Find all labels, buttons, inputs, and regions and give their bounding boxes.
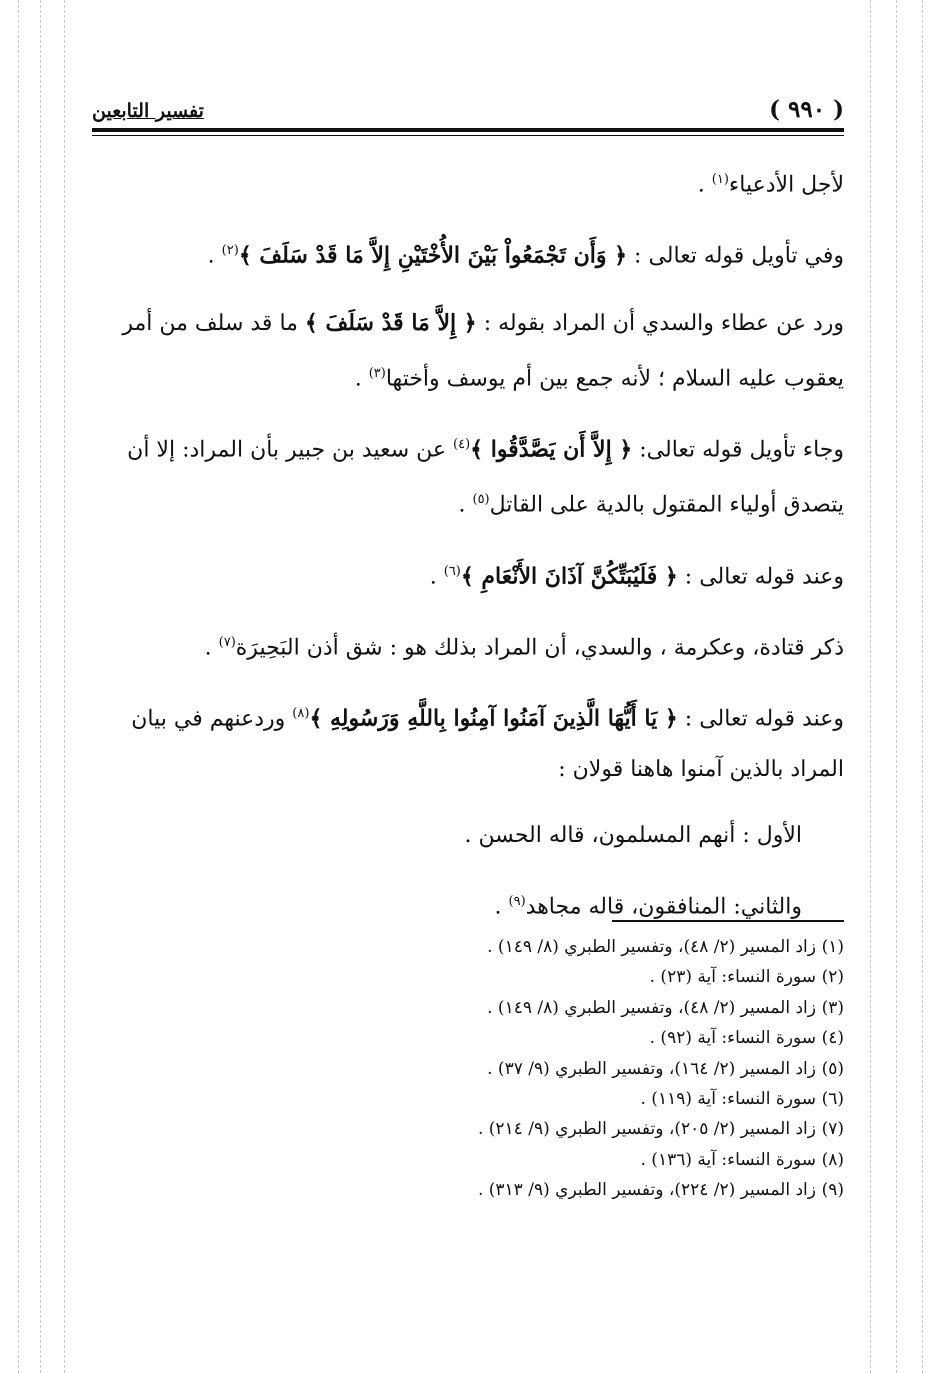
page-header: [92, 96, 844, 126]
scan-margin-line: [18, 0, 19, 1373]
footnotes: [92, 932, 844, 1206]
paragraph: الأول : أنهم المسلمون، قاله الحسن .: [464, 822, 802, 848]
book-title: تفسير التابعين: [92, 100, 204, 122]
footnote-ref: (٥): [472, 492, 490, 508]
header-rule-thick: [92, 128, 844, 132]
footnote-ref: (١): [711, 172, 729, 187]
scan-margin-line: [870, 0, 871, 1373]
paragraph: والثاني: المنافقون، قاله مجاهد$^{(٩)}$ .: [494, 893, 802, 919]
paragraph: ذكر قتادة، وعكرمة ، والسدي، أن المراد بذلك هو : شق أذن البَحِيرَة$^{(٧)}$ .: [204, 634, 844, 661]
footnote: (٨)سورة النساء: آية (١٣٦) .: [640, 1149, 844, 1170]
footnote: (٩)زاد المسير (٢/ ٢٢٤)، وتفسير الطبري (٩/ ٣١٣) .: [477, 1180, 844, 1201]
quran-quote: ﴿ إِلاَّ مَا قَدْ سَلَفَ ﴾: [304, 309, 477, 336]
paragraph: وجاء تأويل قوله تعالى: ﴿ إِلاَّ أَن يَصَّدَّقُوا ﴾$^{(٤)}$ عن سعيد بن جبير بأن المراد: إلا أن: [127, 436, 844, 463]
footnote-ref: (٩): [508, 893, 526, 909]
footnote-ref: (٨): [292, 706, 310, 722]
header-rule-thin: [92, 135, 844, 136]
scan-margin-line: [922, 0, 923, 1373]
scan-margin-line: [64, 0, 65, 1373]
footnote-ref: (٤): [453, 436, 471, 452]
quran-quote: ﴿ وَأَن تَجْمَعُواْ بَيْنَ الأُخْتَيْنِ إِلاَّ مَا قَدْ سَلَفَ ﴾: [238, 242, 628, 269]
paragraph: ورد عن عطاء والسدي أن المراد بقوله : ﴿ إِلاَّ مَا قَدْ سَلَفَ ﴾ ما قد سلف من أمر: [122, 309, 844, 336]
paragraph: وفي تأويل قوله تعالى : ﴿ وَأَن تَجْمَعُواْ بَيْنَ الأُخْتَيْنِ إِلاَّ مَا قَدْ سَلَفَ ﴾$^{(٢)}$ .: [207, 242, 844, 269]
footnote-separator: [612, 920, 844, 922]
footnote: (١)زاد المسير (٢/ ٤٨)، وتفسير الطبري (٨/ ١٤٩) .: [487, 937, 844, 957]
footnote: (٢)سورة النساء: آية (٢٣) .: [649, 967, 844, 988]
paragraph: وعند قوله تعالى : ﴿ فَلَيُبَتِّكُنَّ آذَانَ الأَنْعَامِ ﴾$^{(٦)}$ .: [429, 562, 844, 589]
scan-margin-line: [896, 0, 897, 1373]
scan-margin-line: [40, 0, 41, 1373]
footnote: (٥)زاد المسير (٢/ ١٦٤)، وتفسير الطبري (٩/ ٣٧) .: [487, 1058, 844, 1079]
paragraph-continuation: يعقوب عليه السلام ؛ لأنه جمع بين أم يوسف وأختها$^{(٣)}$ .: [354, 365, 844, 391]
footnote: (٦)سورة النساء: آية (١١٩) .: [640, 1089, 844, 1110]
paragraph: لأجل الأدعياء$^{(١)}$ .: [697, 172, 844, 198]
footnote: (٤)سورة النساء: آية (٩٢) .: [649, 1028, 844, 1049]
footnote-ref: (٧): [218, 634, 236, 650]
quran-quote: ﴿ إِلاَّ أَن يَصَّدَّقُوا ﴾: [470, 436, 633, 463]
main-text: [92, 155, 844, 932]
footnote: (٣)زاد المسير (٢/ ٤٨)، وتفسير الطبري (٨/ ١٤٩) .: [487, 997, 844, 1018]
quran-quote: ﴿ فَلَيُبَتِّكُنَّ آذَانَ الأَنْعَامِ ﴾: [460, 562, 678, 589]
paragraph-continuation: يتصدق أولياء المقتول بالدية على القاتل$^{(٥)}$ .: [458, 492, 844, 518]
footnote: (٧)زاد المسير (٢/ ٢٠٥)، وتفسير الطبري (٩/ ٢١٤) .: [477, 1119, 844, 1140]
footnote-ref: (٢): [221, 243, 239, 259]
page-number: ( ٩٩٠ ): [769, 96, 844, 123]
quran-quote: ﴿ يَا أَيُّهَا الَّذِينَ آمَنُوا آمِنُوا بِاللَّهِ وَرَسُولِهِ ﴾: [309, 705, 678, 732]
paragraph-continuation: المراد بالذين آمنوا هاهنا قولان :: [558, 756, 844, 782]
footnote-ref: (٣): [368, 365, 386, 381]
footnote-ref: (٦): [443, 563, 461, 579]
paragraph: وعند قوله تعالى : ﴿ يَا أَيُّهَا الَّذِينَ آمَنُوا آمِنُوا بِاللَّهِ وَرَسُولِهِ ﴾$^{(٨)}$ وردعنهم في بيان: [131, 705, 844, 732]
